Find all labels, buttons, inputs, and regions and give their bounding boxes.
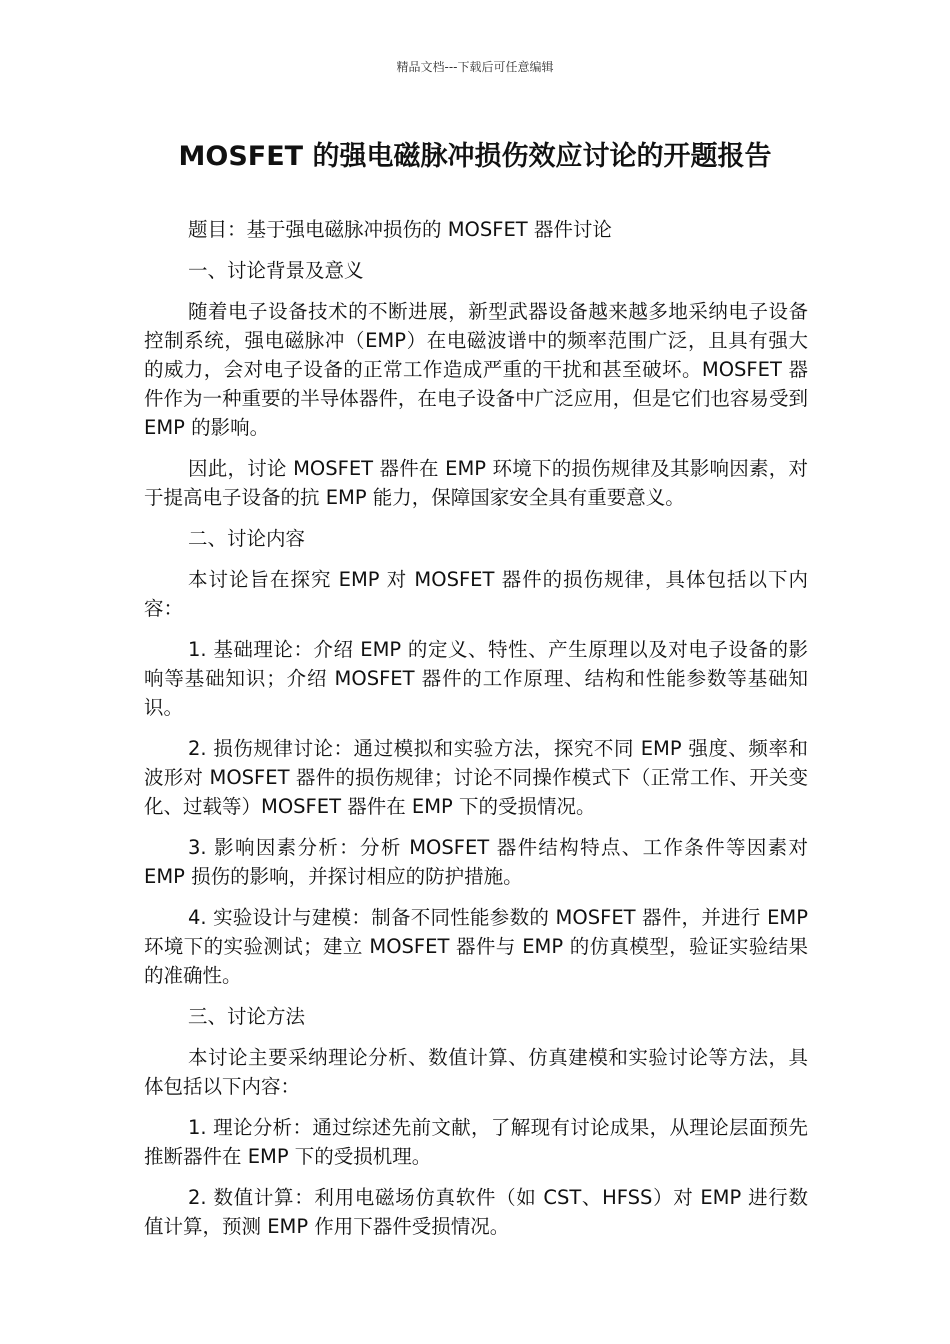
topic-line: 题目：基于强电磁脉冲损伤的 MOSFET 器件讨论: [188, 218, 612, 241]
background-paragraph: 随着电子设备技术的不断进展，新型武器设备越来越多地采纳电子设备控制系统，强电磁脉冲（EMP）在电磁波谱中的频率范围广泛，且具有强大的威力，会对电子设备的正常工作造成严重的干扰和甚至破坏。MOSFET 器件作为一种重要的半导体器件，在电子设备中广泛应用，但是它们也容易受到 EMP 的影响。: [144, 300, 808, 439]
section-heading-content: 二、讨论内容: [188, 527, 306, 550]
content-item-3: 3. 影响因素分析：分析 MOSFET 器件结构特点、工作条件等因素对 EMP 损伤的影响，并探讨相应的防护措施。: [144, 836, 808, 888]
content-item-4: 4. 实验设计与建模：制备不同性能参数的 MOSFET 器件，并进行 EMP 环境下的实验测试；建立 MOSFET 器件与 EMP 的仿真模型，验证实验结果的准确性。: [144, 906, 808, 987]
document-title: MOSFET 的强电磁脉冲损伤效应讨论的开题报告: [178, 141, 772, 172]
methods-intro-paragraph: 本讨论主要采纳理论分析、数值计算、仿真建模和实验讨论等方法，具体包括以下内容：: [144, 1046, 808, 1098]
content-item-2: 2. 损伤规律讨论：通过模拟和实验方法，探究不同 EMP 强度、频率和波形对 MOSFET 器件的损伤规律；讨论不同操作模式下（正常工作、开关变化、过载等）MOSFET 器件在 EMP 下的受损情况。: [144, 737, 808, 818]
content-item-1: 1. 基础理论：介绍 EMP 的定义、特性、产生原理以及对电子设备的影响等基础知识；介绍 MOSFET 器件的工作原理、结构和性能参数等基础知识。: [144, 638, 808, 719]
section-heading-background: 一、讨论背景及意义: [188, 259, 364, 282]
content-intro-paragraph: 本讨论旨在探究 EMP 对 MOSFET 器件的损伤规律，具体包括以下内容：: [144, 568, 808, 620]
document-body: [144, 215, 808, 1253]
header-note: 精品文档---下载后可任意编辑: [396, 60, 554, 74]
methods-item-2: 2. 数值计算：利用电磁场仿真软件（如 CST、HFSS）对 EMP 进行数值计算，预测 EMP 作用下器件受损情况。: [144, 1186, 808, 1238]
section-heading-methods: 三、讨论方法: [188, 1005, 306, 1028]
methods-item-1: 1. 理论分析：通过综述先前文献，了解现有讨论成果，从理论层面预先推断器件在 EMP 下的受损机理。: [144, 1116, 808, 1168]
significance-paragraph: 因此，讨论 MOSFET 器件在 EMP 环境下的损伤规律及其影响因素，对于提高电子设备的抗 EMP 能力，保障国家安全具有重要意义。: [144, 457, 808, 509]
